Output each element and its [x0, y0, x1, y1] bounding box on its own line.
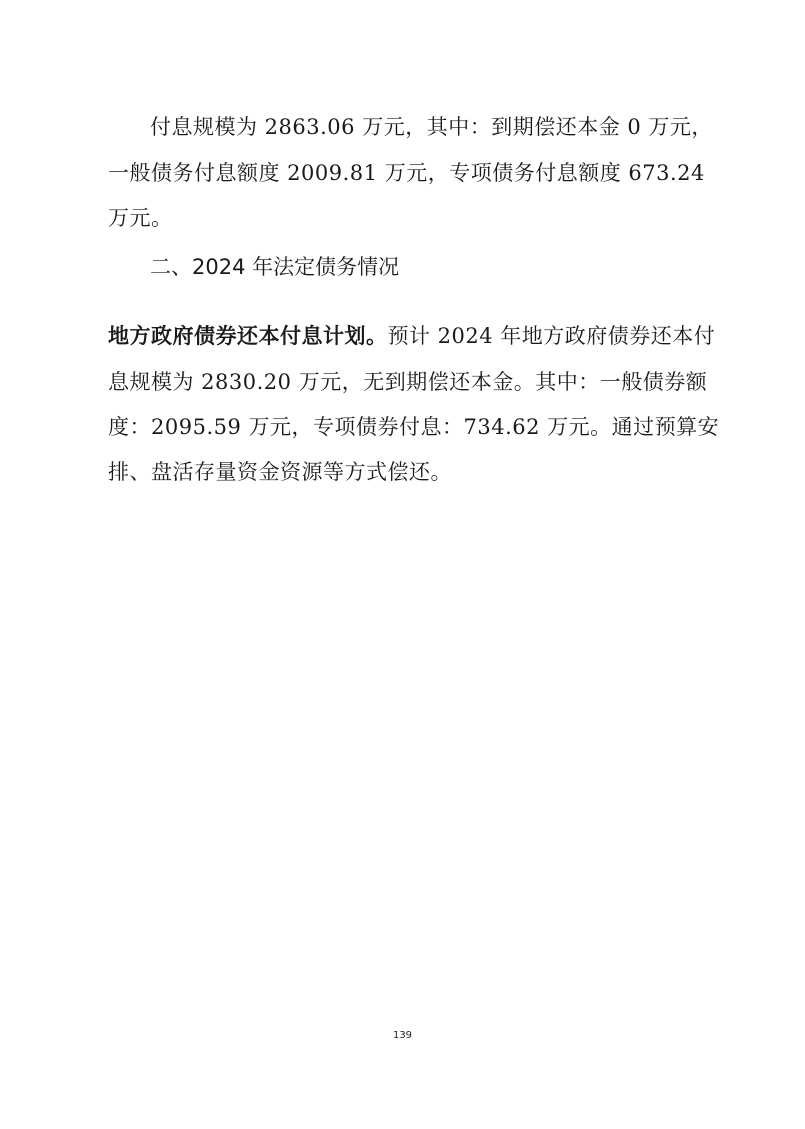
paragraph-line-rest: 预计 2024 年地方政府债券还本付 — [387, 324, 716, 348]
paragraph-line: 付息规模为 2863.06 万元，其中：到期偿还本金 0 万元， — [150, 115, 713, 139]
paragraph-line: 万元。 — [108, 206, 173, 230]
paragraph-bond-repayment-plan — [108, 321, 720, 487]
section-heading: 二、2024 年法定债务情况 — [150, 255, 400, 279]
paragraph-line: 一般债务付息额度 2009.81 万元，专项债务付息额度 673.24 — [108, 161, 705, 185]
paragraph-lead-bold: 地方政府债券还本付息计划。 — [108, 323, 388, 348]
page-number: 139 — [392, 1030, 413, 1041]
paragraph-line: 排、盘活存量资金资源等方式偿还。 — [108, 460, 452, 484]
paragraph-line — [108, 321, 716, 351]
paragraph-line: 息规模为 2830.20 万元，无到期偿还本金。其中：一般债券额 — [108, 370, 708, 394]
paragraph-line: 度：2095.59 万元，专项债券付息：734.62 万元。通过预算安 — [108, 415, 720, 439]
paragraph-interest-payment — [108, 112, 713, 233]
